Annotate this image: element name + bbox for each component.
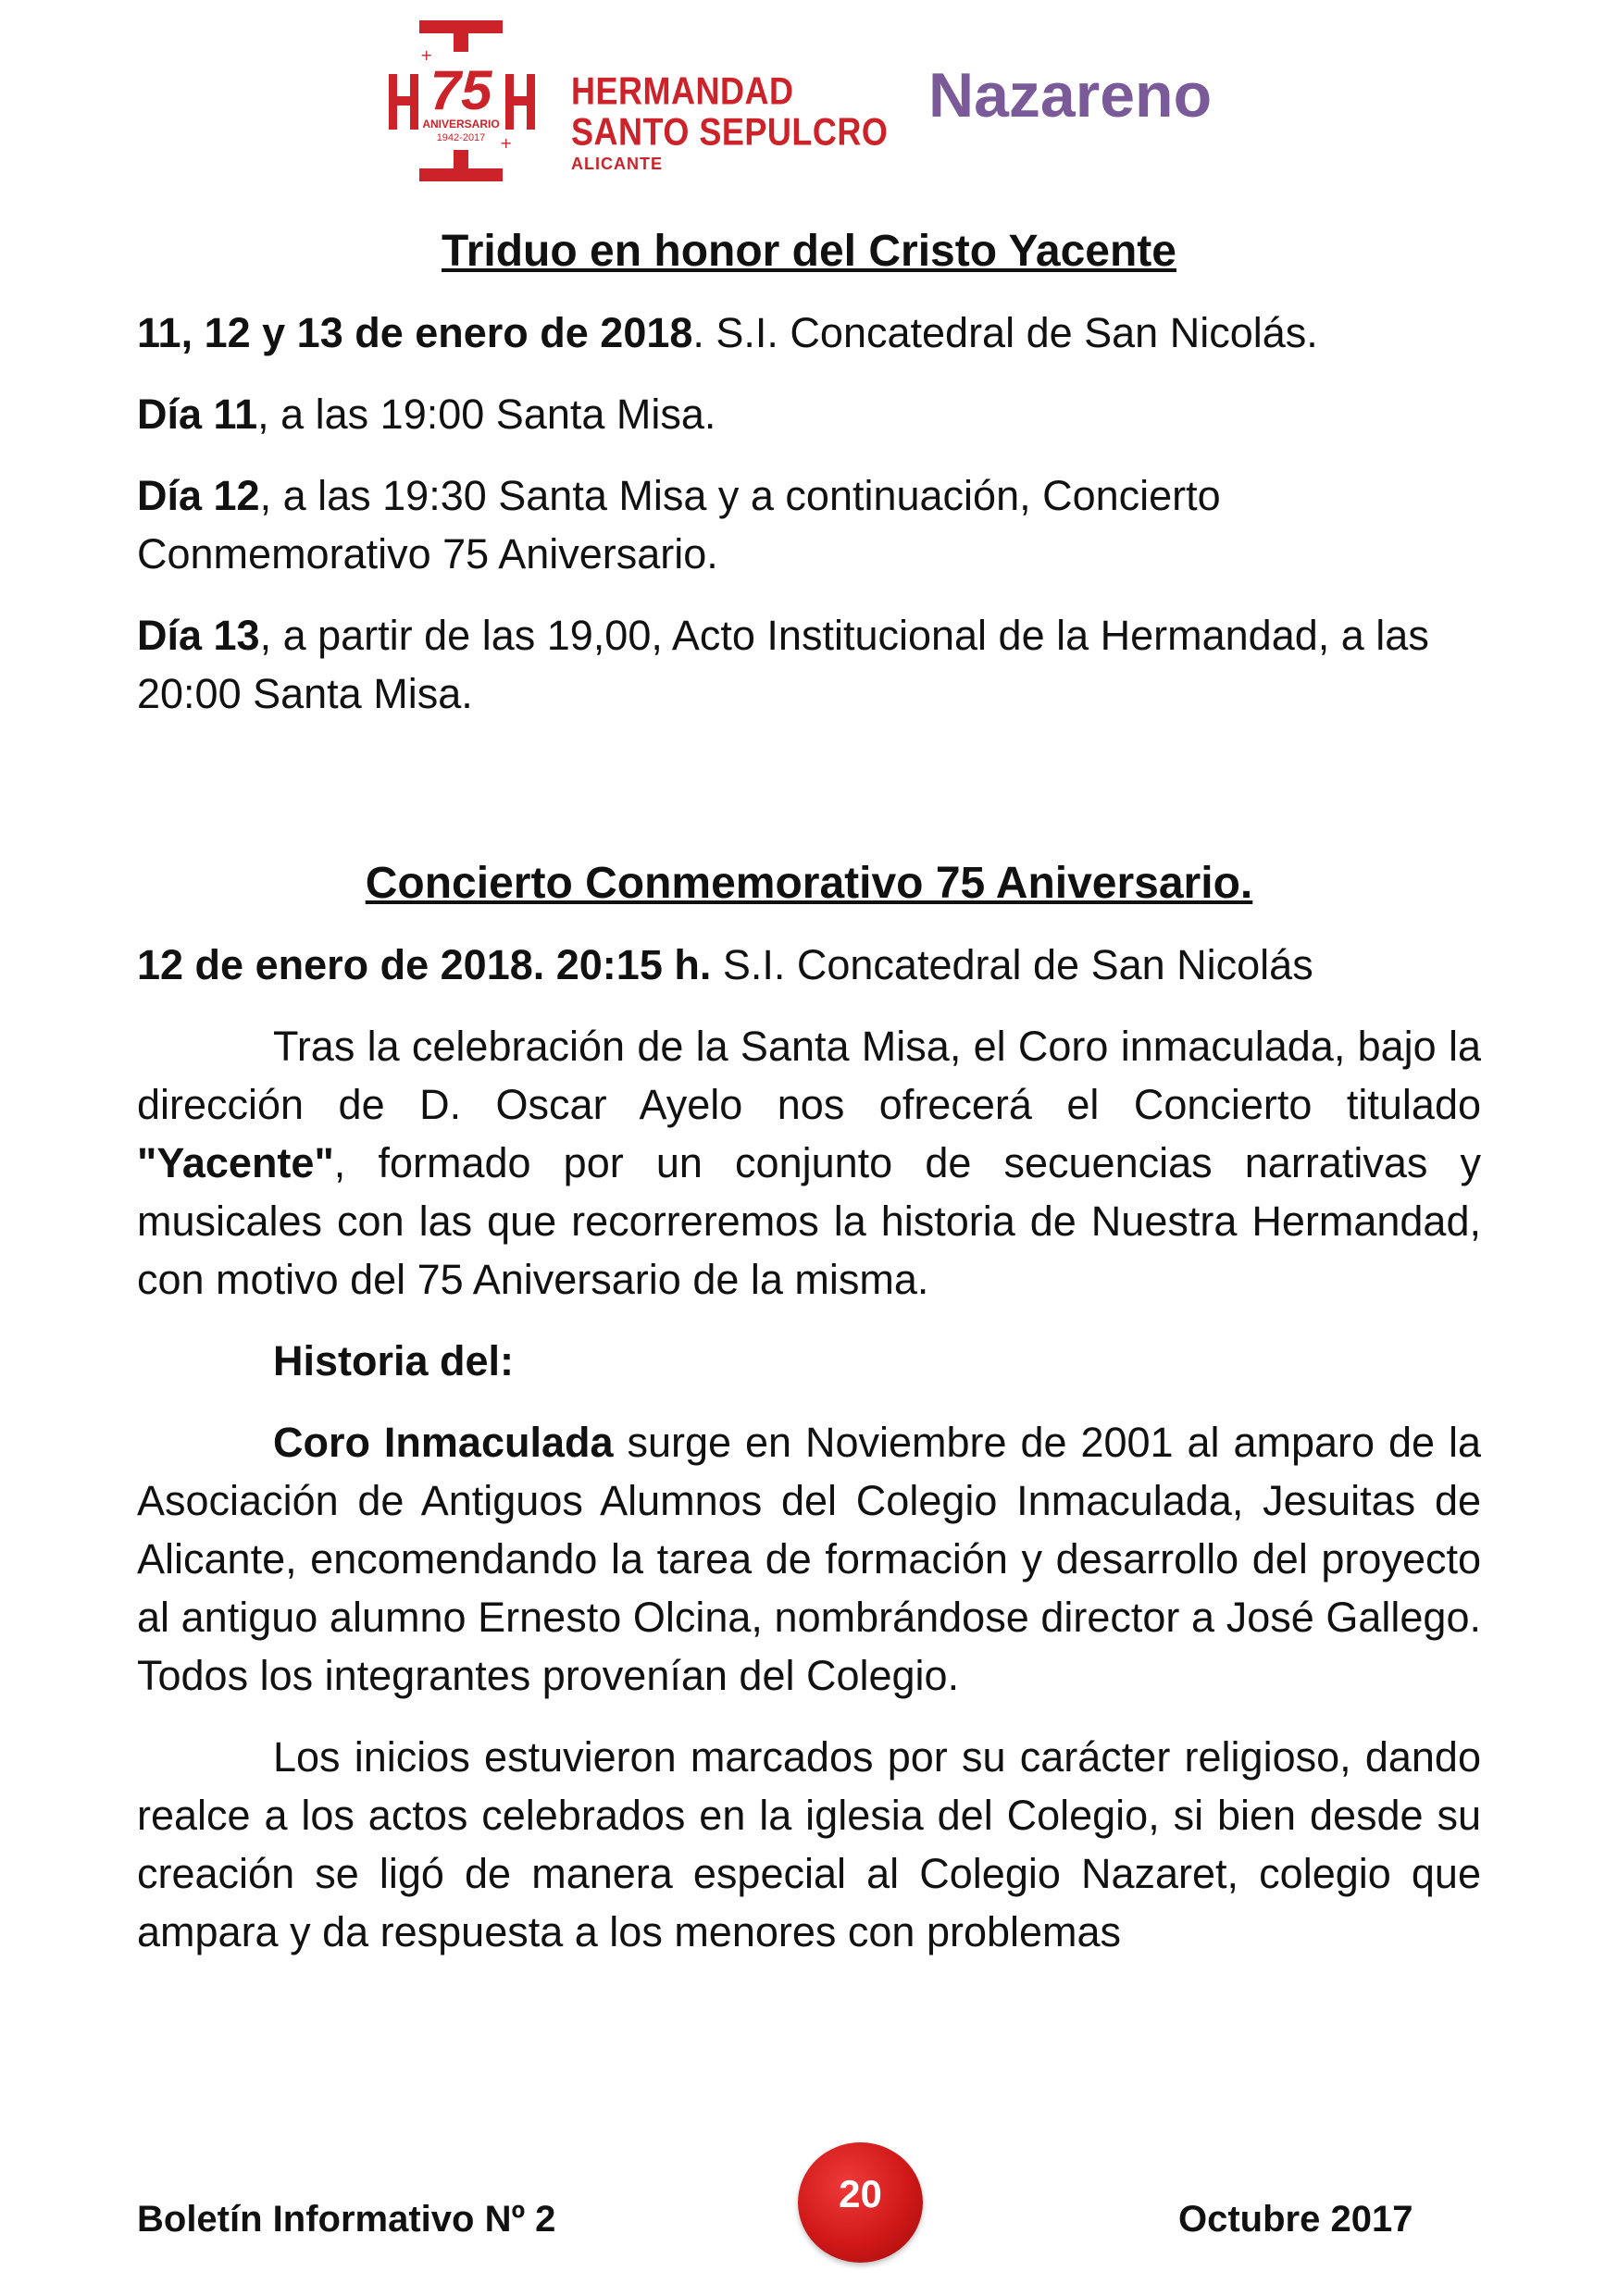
logo-line-1: HERMANDAD bbox=[571, 68, 794, 113]
page-header bbox=[0, 0, 1618, 213]
triduo-day-11: Día 11, a las 19:00 Santa Misa. bbox=[137, 391, 716, 438]
page-footer bbox=[0, 2128, 1618, 2296]
svg-text:+: + bbox=[420, 46, 433, 64]
concierto-description: Tras la celebración de la Santa Misa, el Coro inmaculada, bajo la dirección de D. Oscar Ayelo nos ofrecerá el Concierto titulado "Yacente", formado por un conjunto de secuencias narrativas y musicales con las que recorreremos la historia de Nuestra Hermandad, con motivo del 75 Aniversario de la misma. bbox=[137, 1023, 1481, 1303]
svg-text:75: 75 bbox=[429, 59, 492, 121]
footer-bulletin: Boletín Informativo Nº 2 bbox=[137, 2199, 556, 2240]
section-title-concierto: Concierto Conmemorativo 75 Aniversario. bbox=[365, 859, 1253, 908]
concierto-date: 12 de enero de 2018. 20:15 h. S.I. Concatedral de San Nicolás bbox=[137, 941, 1313, 988]
page-number: 20 bbox=[839, 2172, 882, 2215]
svg-text:ANIVERSARIO: ANIVERSARIO bbox=[422, 118, 500, 130]
cross-75-anniversary-logo bbox=[387, 19, 563, 185]
publication-title: Nazareno bbox=[928, 60, 1213, 130]
svg-text:1942-2017: 1942-2017 bbox=[436, 132, 486, 143]
history-paragraph-1: Coro Inmaculada surge en Noviembre de 2001 al amparo de la Asociación de Antiguos Alumnos del Colegio Inmaculada, Jesuitas de Alicante, encomendando la tarea de formación y desarrollo del proyecto al antiguo alumno Ernesto Olcina, nombrándose director a José Gallego. Todos los integrantes provenían del Colegio. bbox=[137, 1419, 1481, 1699]
triduo-day-13: Día 13, a partir de las 19,00, Acto Institucional de la Hermandad, a las 20:00 Santa Misa. bbox=[137, 612, 1429, 717]
history-paragraph-2: Los inicios estuvieron marcados por su carácter religioso, dando realce a los actos celebrados en la iglesia del Colegio, si bien desde su creación se ligó de manera especial al Colegio Nazaret, colegio que ampara y da respuesta a los menores con problemas bbox=[137, 1733, 1481, 1955]
page-content bbox=[137, 220, 1481, 1961]
triduo-day-12: Día 12, a las 19:30 Santa Misa y a continuación, Concierto Conmemorativo 75 Aniversario. bbox=[137, 472, 1221, 577]
page-number-badge bbox=[798, 2142, 923, 2263]
triduo-dates: 11, 12 y 13 de enero de 2018. S.I. Concatedral de San Nicolás. bbox=[137, 309, 1318, 356]
svg-text:+: + bbox=[500, 134, 513, 152]
logo-line-3: ALICANTE bbox=[571, 155, 663, 173]
logo-wordmark bbox=[571, 68, 889, 173]
logo-line-2: SANTO SEPULCRO bbox=[571, 109, 889, 154]
history-heading: Historia del: bbox=[273, 1337, 515, 1384]
section-title-triduo: Triduo en honor del Cristo Yacente bbox=[442, 227, 1176, 276]
footer-date: Octubre 2017 bbox=[1178, 2199, 1413, 2240]
